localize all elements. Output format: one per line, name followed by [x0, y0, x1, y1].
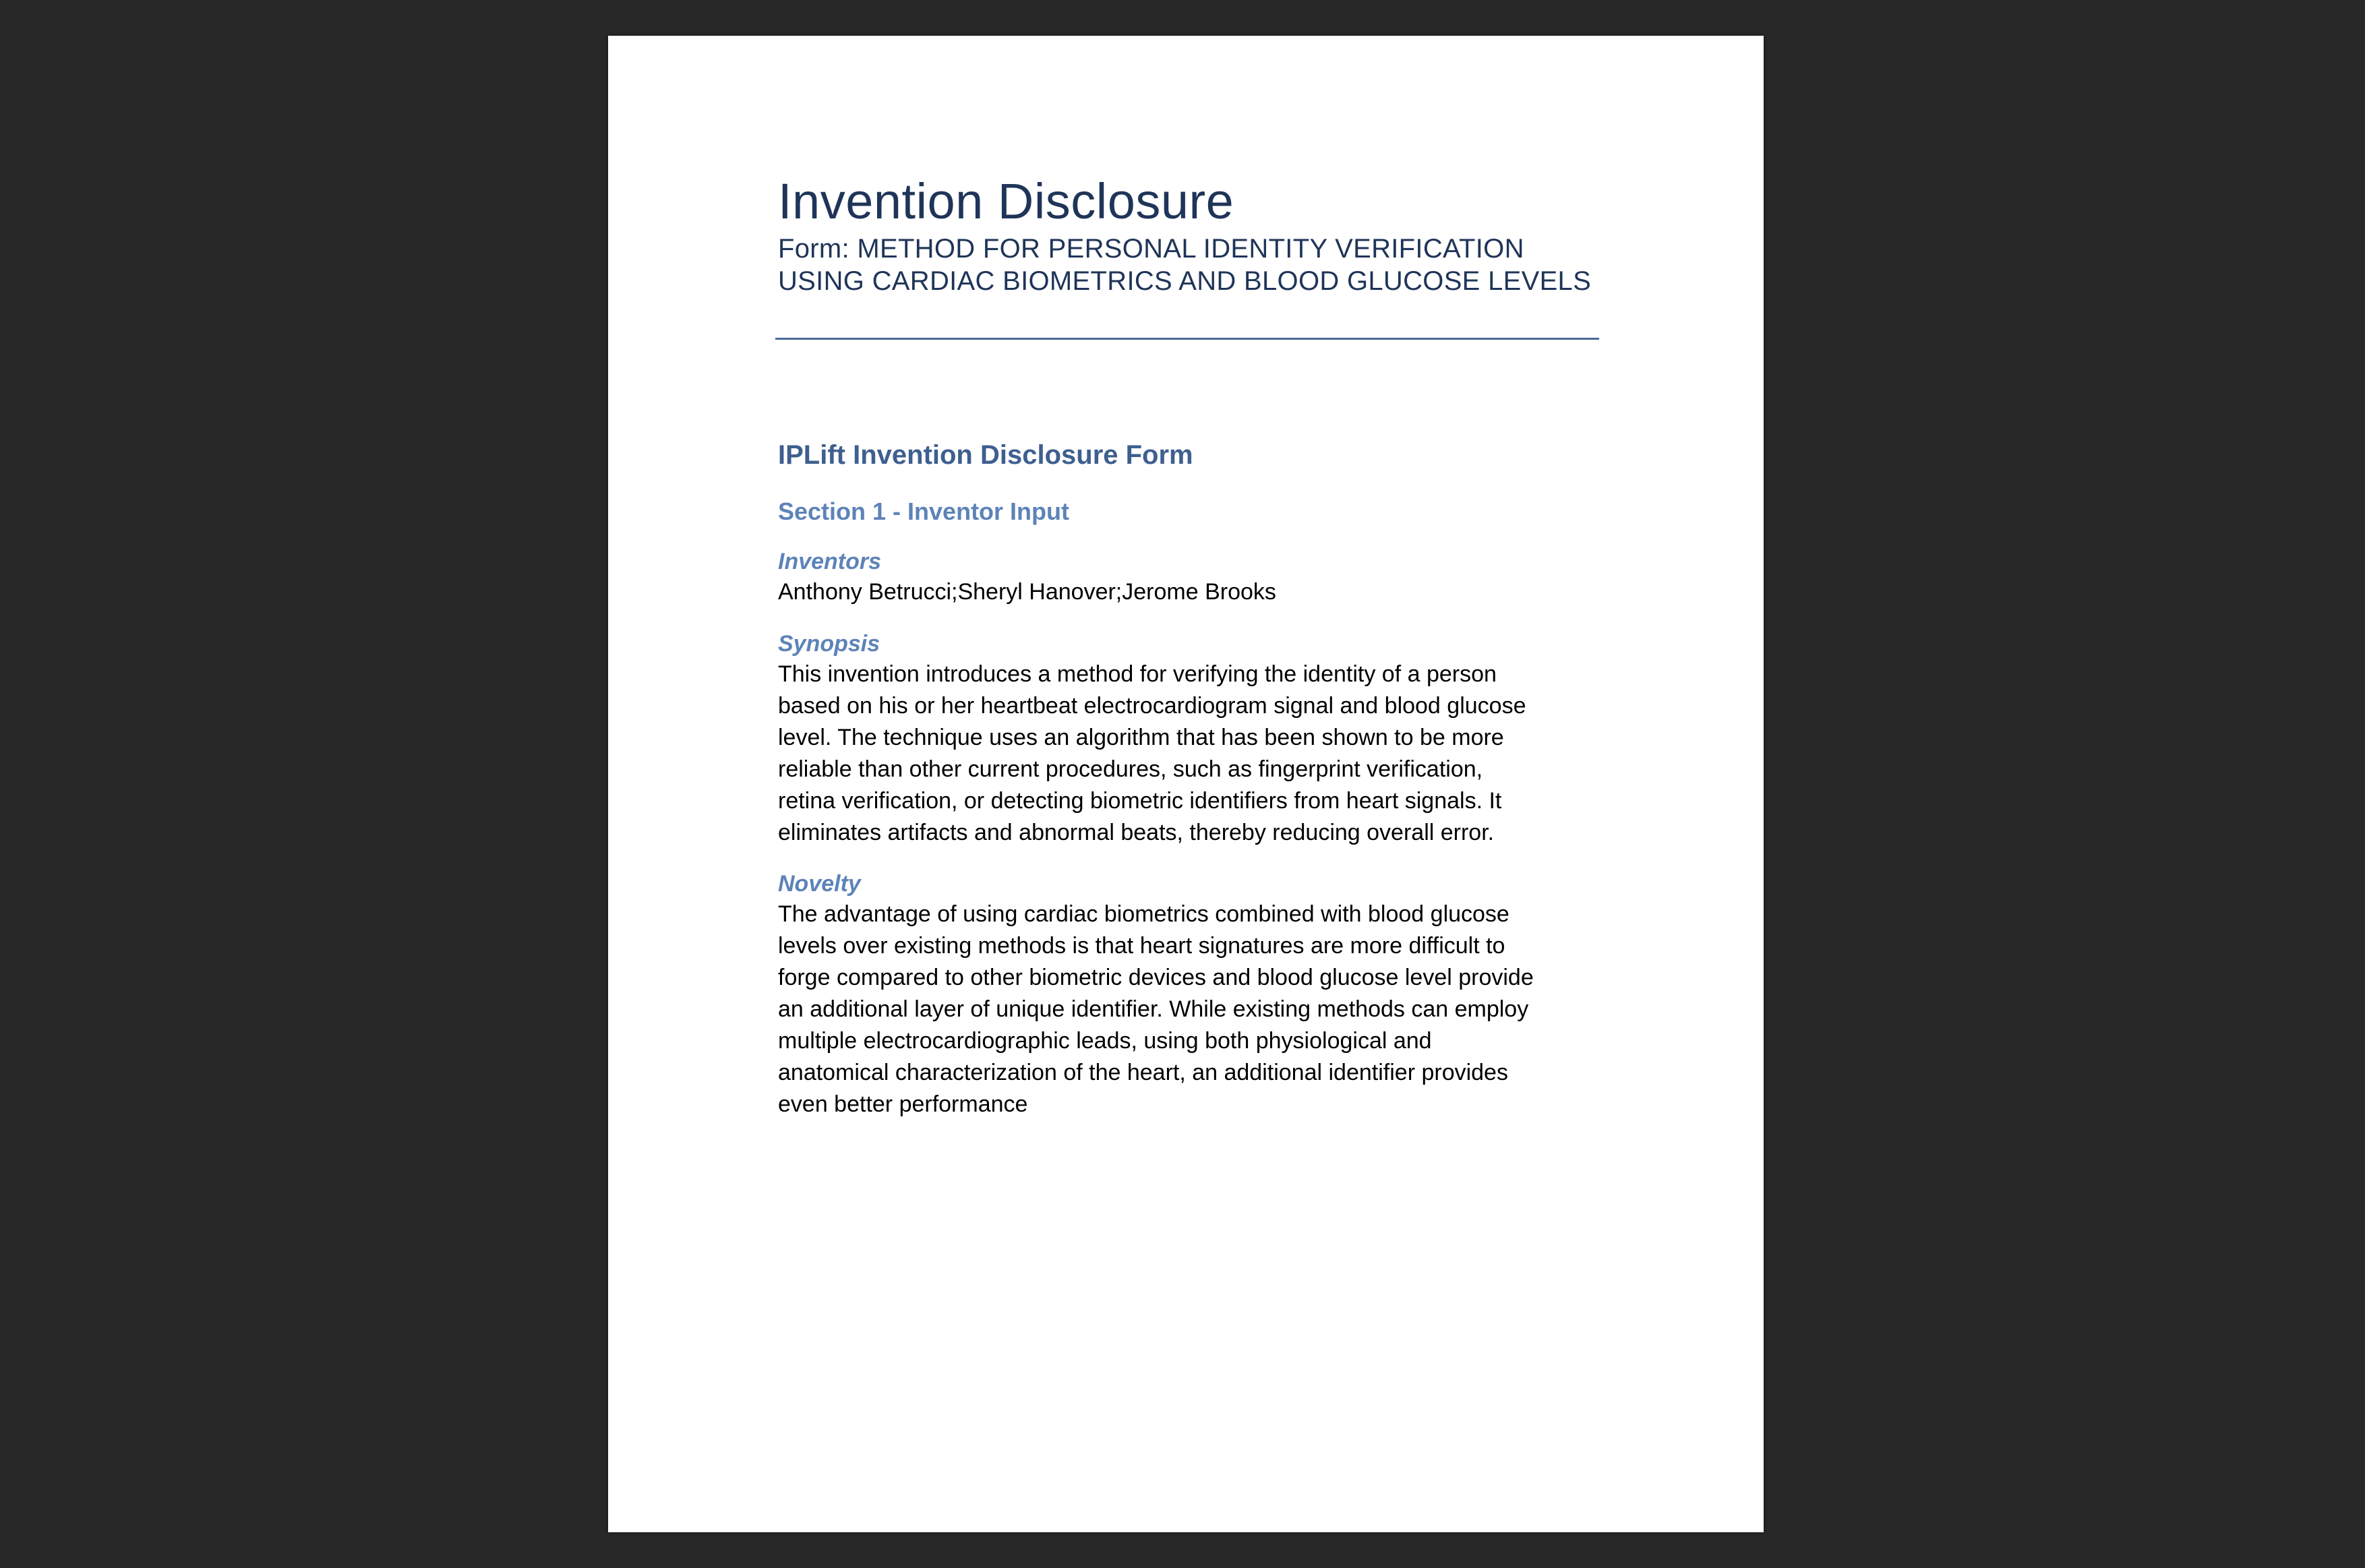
synopsis-label: Synopsis	[778, 631, 880, 657]
document-subtitle-line-1: Form: METHOD FOR PERSONAL IDENTITY VERIFICATION	[778, 234, 1524, 264]
title-divider	[775, 338, 1599, 340]
inventors-label: Inventors	[778, 549, 882, 574]
synopsis-line: This invention introduces a method for verifying the identity of a person	[778, 661, 1497, 687]
novelty-line: even better performance	[778, 1091, 1028, 1117]
document-subtitle-line-2: USING CARDIAC BIOMETRICS AND BLOOD GLUCOSE LEVELS	[778, 266, 1592, 296]
novelty-line: anatomical characterization of the heart, an additional identifier provides	[778, 1060, 1508, 1085]
synopsis-line: eliminates artifacts and abnormal beats, thereby reducing overall error.	[778, 820, 1495, 845]
section-heading: Section 1 - Inventor Input	[778, 497, 1070, 525]
synopsis-line: based on his or her heartbeat electrocardiogram signal and blood glucose	[778, 693, 1526, 719]
novelty-line: levels over existing methods is that heart signatures are more difficult to	[778, 933, 1505, 959]
synopsis-field	[778, 629, 1602, 849]
inventors-value: Anthony Betrucci;Sheryl Hanover;Jerome Brooks	[778, 579, 1276, 605]
novelty-line: multiple electrocardiographic leads, using both physiological and	[778, 1028, 1432, 1054]
novelty-line: forge compared to other biometric devices and blood glucose level provide	[778, 965, 1534, 990]
inventors-field	[778, 547, 1602, 608]
page-content	[778, 171, 1602, 1117]
novelty-label: Novelty	[778, 871, 861, 897]
form-heading: IPLift Invention Disclosure Form	[778, 440, 1193, 470]
document-title: Invention Disclosure	[778, 173, 1234, 229]
novelty-line: an additional layer of unique identifier. While existing methods can employ	[778, 996, 1529, 1022]
novelty-field	[778, 869, 1602, 1120]
document-page	[608, 36, 1764, 1532]
synopsis-line: level. The technique uses an algorithm that has been shown to be more	[778, 725, 1504, 750]
synopsis-line: reliable than other current procedures, such as fingerprint verification,	[778, 756, 1483, 782]
synopsis-line: retina verification, or detecting biometric identifiers from heart signals. It	[778, 788, 1502, 814]
novelty-line: The advantage of using cardiac biometrics combined with blood glucose	[778, 901, 1509, 927]
